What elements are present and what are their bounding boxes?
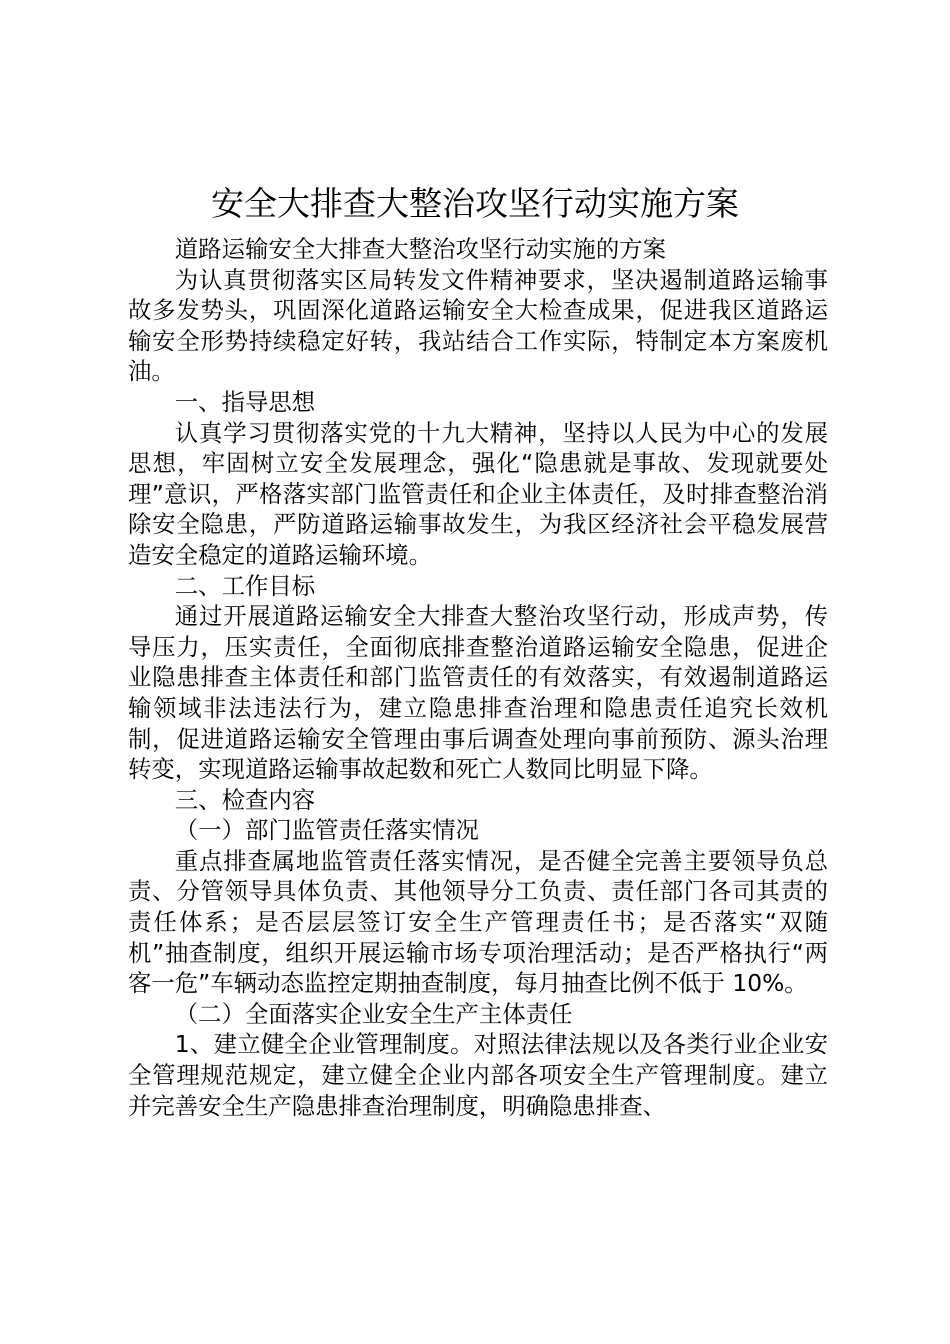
document-body	[128, 234, 828, 1121]
subtitle-paragraph: 道路运输安全大排查大整治攻坚行动实施的方案	[174, 235, 666, 263]
document-title: 安全大排查大整治攻坚行动实施方案	[211, 184, 739, 223]
guiding-ideology-paragraph: 认真学习贯彻落实党的十九大精神，坚持以人民为中心的发展思想，牢固树立安全发展理念，强化“隐患就是事故、发现就要处理”意识，严格落实部门监管责任和企业主体责任，及时排查整治消除安全隐患，严防道路运输事故发生，为我区经济社会平稳发展营造安全稳定的道路运输环境。	[128, 418, 828, 569]
section-heading-inspection-content: 三、检查内容	[174, 785, 316, 814]
subsection-heading-enterprise-responsibility: （二）全面落实企业安全生产主体责任	[174, 999, 573, 1028]
subsection-heading-department-supervision: （一）部门监管责任落实情况	[174, 816, 479, 845]
intro-paragraph: 为认真贯彻落实区局转发文件精神要求，坚决遏制道路运输事故多发势头，巩固深化道路运输安全大检查成果，促进我区道路运输安全形势持续稳定好转，我站结合工作实际，特制定本方案废机油。	[128, 265, 828, 386]
section-heading-guiding-ideology: 一、指导思想	[174, 387, 316, 416]
section-heading-work-goals: 二、工作目标	[174, 571, 316, 600]
enterprise-management-paragraph: 1、建立健全企业管理制度。对照法律法规以及各类行业企业安全管理规范规定，建立健全企业内部各项安全生产管理制度。建立并完善安全生产隐患排查治理制度，明确隐患排查、	[128, 1030, 828, 1120]
work-goals-paragraph: 通过开展道路运输安全大排查大整治攻坚行动，形成声势，传导压力，压实责任，全面彻底排查整治道路运输安全隐患，促进企业隐患排查主体责任和部门监管责任的有效落实，有效遏制道路运输领域非法违法行为，建立隐患排查治理和隐患责任追究长效机制，促进道路运输安全管理由事后调查处理向事前预防、源头治理转变，实现道路运输事故起数和死亡人数同比明显下降。	[128, 602, 828, 784]
department-supervision-paragraph: 重点排查属地监管责任落实情况，是否健全完善主要领导负总责、分管领导具体负责、其他领导分工负责、责任部门各司其责的责任体系；是否层层签订安全生产管理责任书；是否落实“双随机”抽查制度，组织开展运输市场专项治理活动；是否严格执行“两客一危”车辆动态监控定期抽查制度，每月抽查比例不低于 10%。	[128, 846, 828, 998]
